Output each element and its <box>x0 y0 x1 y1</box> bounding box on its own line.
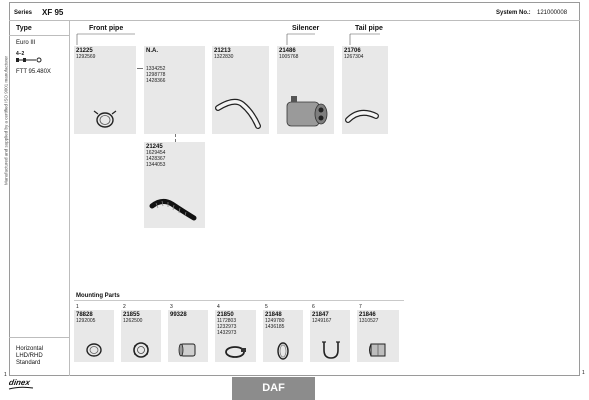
part-number: 21706 <box>344 48 361 54</box>
mount-card-21848[interactable] <box>263 310 303 362</box>
flange-gasket-icon <box>121 310 161 362</box>
oe-numbers: 1262500 <box>123 318 143 324</box>
mount-card-99328[interactable] <box>168 310 208 362</box>
connector-dots <box>175 134 176 142</box>
mount-index: 1 <box>76 304 79 310</box>
part-card-21225[interactable] <box>74 46 136 134</box>
connector-dots <box>137 68 143 77</box>
mounting-divider <box>74 300 404 301</box>
oe-numbers: 1005768 <box>279 54 299 60</box>
part-number: N.A. <box>146 48 158 54</box>
install-orientation: Horizontal <box>16 346 44 352</box>
part-card-na[interactable] <box>144 46 205 134</box>
install-variant: Standard <box>16 360 41 366</box>
oe-numbers: 1322830 <box>214 54 234 60</box>
part-number: 99328 <box>170 312 187 318</box>
mount-card-21847[interactable] <box>310 310 350 362</box>
part-card-21486[interactable] <box>277 46 334 134</box>
tail-pipe-heading: Tail pipe <box>355 25 383 32</box>
brand-tab <box>232 377 315 400</box>
mount-index: 5 <box>265 304 268 310</box>
oe-numbers: 1334252 1298778 1428366 <box>146 66 166 84</box>
mount-index: 3 <box>170 304 173 310</box>
clamp-sleeve-icon <box>357 310 399 362</box>
silencer-heading: Silencer <box>292 25 320 32</box>
axle-code: 4–2 <box>16 51 25 57</box>
oe-numbers: 1249167 <box>312 318 332 324</box>
band-clamp-icon <box>215 310 256 362</box>
clamp-ring-icon <box>74 46 136 134</box>
part-number: 21850 <box>217 312 234 318</box>
oe-numbers: 1292005 <box>76 318 96 324</box>
oe-numbers: 1249780 1436185 <box>265 318 285 330</box>
part-card-21706[interactable] <box>342 46 388 134</box>
mount-index: 4 <box>217 304 220 310</box>
series-value: XF 95 <box>42 8 64 17</box>
vertical-note: Manufactured and supplied by a certified ISO 9001 manufacturer <box>3 55 9 186</box>
mount-index: 6 <box>312 304 315 310</box>
part-number: 21486 <box>279 48 296 54</box>
install-divider <box>9 337 69 338</box>
system-value: 121000008 <box>537 10 568 16</box>
model-name: FTT 95.480X <box>16 69 51 75</box>
logo-swoosh <box>8 386 34 390</box>
oe-numbers: 1310527 <box>359 318 379 324</box>
flex-hose-icon <box>144 142 205 228</box>
oe-numbers: 1267304 <box>344 54 364 60</box>
mount-index: 7 <box>359 304 362 310</box>
axle-config-icon <box>16 57 44 63</box>
part-number: 21245 <box>146 144 163 150</box>
oe-numbers: 1172803 1232973 1432973 <box>217 318 237 336</box>
mount-card-78828[interactable] <box>74 310 114 362</box>
part-card-21213[interactable] <box>212 46 269 134</box>
tail-pipe-icon <box>342 46 388 134</box>
section-bracket-lines <box>70 30 390 46</box>
ring-clamp-icon <box>74 310 114 362</box>
oe-numbers: 1629454 1428367 1344053 <box>146 150 166 168</box>
install-drive: LHD/RHD <box>16 353 43 359</box>
dinex-logo: dinex <box>8 378 31 387</box>
type-heading: Type <box>16 25 32 32</box>
series-label: Series <box>14 10 33 16</box>
part-number: 21855 <box>123 312 140 318</box>
page-number-left: 1 <box>4 372 7 378</box>
silencer-box-icon <box>277 46 334 134</box>
emission-class: Euro III <box>16 40 36 46</box>
front-pipe-heading: Front pipe <box>89 25 124 32</box>
part-number: 21848 <box>265 312 282 318</box>
part-number: 21846 <box>359 312 376 318</box>
bent-pipe-icon <box>212 46 269 134</box>
mount-index: 2 <box>123 304 126 310</box>
brand-label: DAF <box>262 382 285 394</box>
gasket-ring-icon <box>263 310 303 362</box>
mount-card-21850[interactable] <box>215 310 256 362</box>
u-bolt-icon <box>310 310 350 362</box>
mount-card-21855[interactable] <box>121 310 161 362</box>
oe-numbers: 1292569 <box>76 54 96 60</box>
mount-card-21846[interactable] <box>357 310 399 362</box>
system-label: System No.: <box>496 10 531 16</box>
page-number-right: 1 <box>582 370 585 376</box>
part-card-21245[interactable] <box>144 142 205 228</box>
left-column-divider <box>69 20 70 376</box>
header-divider <box>9 20 580 21</box>
part-number: 21847 <box>312 312 329 318</box>
type-divider <box>9 35 69 36</box>
part-number: 21225 <box>76 48 93 54</box>
part-number: 78828 <box>76 312 93 318</box>
mounting-parts-heading: Mounting Parts <box>76 293 120 299</box>
part-number: 21213 <box>214 48 231 54</box>
sleeve-icon <box>168 310 208 362</box>
